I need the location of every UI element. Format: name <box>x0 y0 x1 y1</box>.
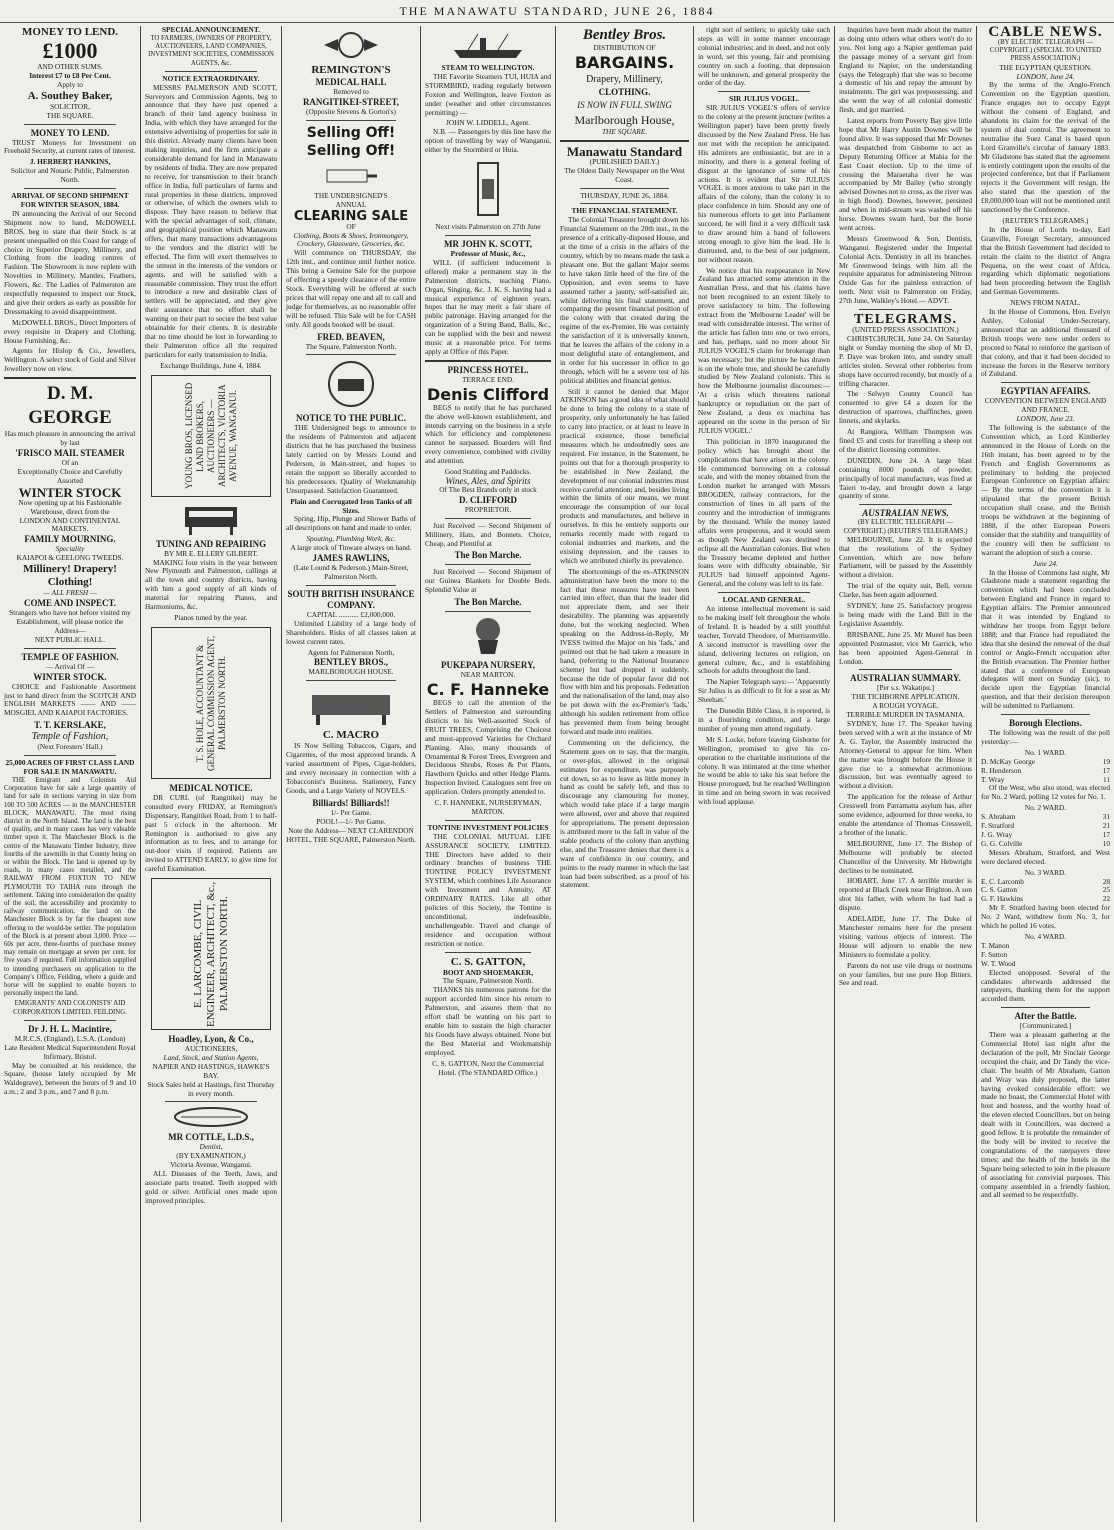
ad-text: Temple of Fashion, <box>31 731 109 743</box>
dateline: LONDON, June 23. <box>1016 414 1075 424</box>
plant-pot-icon <box>458 616 518 656</box>
ad-text: Victoria Avenue, Wanganui. <box>170 1160 252 1170</box>
ad-text: MARLBOROUGH HOUSE. <box>308 667 394 677</box>
ad-text: Of The Best Brands only in stock <box>439 484 537 494</box>
ad-text: The Square, Palmerston North. <box>305 341 397 351</box>
article-body: MELBOURNE, June 22. It is expected that the resolutions of the Sydney Convention, which are now before Parliament, will be passed by the Assembly without a division. <box>839 534 972 580</box>
ad-text: C. S. GATTON, Next the Commercial Hotel. (The STANDARD Office.) <box>432 1058 544 1077</box>
ad-body: THANKS his numerous patrons for the support accorded him since his return to Palmerston, and assures them that no effort shall be wanting on his part to enable him to sustain the high character his Goods have always obtained. None but the Best Material and Workmanship employed. <box>425 985 551 1057</box>
ad-body: BEGS to call the attention of the Settlers of Palmerston and surrounding districts to his Well-assorted Stock of FRUIT TREES, Comprising the Choicest and most-approved Varieties for Orchard Planting. Also, many thousands of Ornamental & Forest Trees, Evergreen and Deciduous Shrubs, Roses & Pot Plants, Hawthorn Quicks and other Hedge Plants. Inspection Invited. Catalogues sent free on application. Orders promptly attended to. <box>425 698 551 797</box>
article-body: In the House of Commons, Hon. Evelyn Ashley, Colonial Under-Secretary, announced that an additional thousand of British troops were now under orders to proceed to Natal to reinforce the garrison of that colony, and that it had been decided to increase the forces in the Reserve territory of Zululand. <box>981 307 1110 379</box>
article-body: Messrs Abraham, Stratford, and West were declared elected. <box>981 847 1110 866</box>
article-body: ADELAIDE, June 17. The Duke of Manchester remains here for the present visiting various objects of interest. The House will adjourn to enable the new Ministers to formulate a policy. <box>839 914 972 959</box>
column-1 <box>0 26 140 1522</box>
article-title: Borough Elections. <box>1009 718 1082 729</box>
ad-text: Apply to <box>57 79 83 89</box>
ad-text: Good Stabling and Paddocks. <box>444 467 532 477</box>
ad-text: 1/- Per Game. <box>330 807 372 817</box>
article-body: DUNEDIN, June 24. A large blast containing 8000 pounds of powder, principally of local manufacture, was fired at Taieri to-day, and brought down a large quantity of stone. <box>839 455 972 501</box>
ad-text: The Bon Marche. <box>454 550 522 561</box>
ad-text: (Late Lound & Pederson.) Main-Street, Palmerston North. <box>293 563 409 581</box>
candidate-name: F. Stratford <box>981 821 1015 831</box>
ad-amount: £1000 <box>42 38 98 63</box>
ad-title: REMINGTON'S <box>311 64 391 76</box>
ad-text: EMIGRANTS' AND COLONISTS' AID CORPORATION LIMITED. FEILDING. <box>13 1000 127 1016</box>
article-body: Mr S. Locke, before leaving Gisborne for Wellington, promised to give his co-operation to the charitable institutions of the colony. It was intimated at the time whether he would be able to take his seat before the House prorogued, but he reached Wellington in time and on being sworn in was received with loud applause. <box>698 734 830 807</box>
candidate-votes: 22 <box>1102 894 1110 904</box>
candidate-votes: 10 <box>1102 838 1110 848</box>
ad-text: Assorted <box>57 475 83 485</box>
candidate-votes: 28 <box>1102 876 1110 886</box>
ad-title: NOTICE TO THE PUBLIC. <box>295 413 407 424</box>
ad-text: Agents for Palmerston North, <box>307 647 395 657</box>
article-body: SYDNEY, June 17. The Speaker having been served with a writ at the instance of Mr A. G. Taylor, the Assembly instructed the Attorney-General to appear for him. When the matter was brought before the House it gave rise to a somewhat acrimonious discussion, but was eventually agreed to without a division. <box>839 719 972 791</box>
ward-results <box>981 813 1110 849</box>
ward-results <box>981 942 1110 969</box>
article-body: CHRISTCHURCH, June 24. On Saturday night or Sunday morning the shop of Mr D. P. Daye was broken into, and sundry small articles stolen. Several other robberies from shops have occurred recently, but mostly of a trifling character. <box>839 334 972 388</box>
ad-body: Just Received — Second Shipment of Millinery, Hats, and Bonnets. Choice, Cheap, and Plentiful at <box>425 520 551 548</box>
ad-text: CLOTHING. <box>598 86 651 97</box>
paper-subtitle: (PUBLISHED DAILY.) <box>589 156 660 166</box>
ad-text: Has much pleasure in announcing the arrival by last <box>4 429 136 448</box>
column-2 <box>141 26 281 1522</box>
article-title: AUSTRALIAN NEWS. <box>862 508 949 519</box>
article-title: SIR JULIUS VOGEL. <box>729 94 799 104</box>
ad-name: C. F. Hanneke <box>426 680 550 700</box>
ad-name: C. S. GATTON, <box>450 955 526 968</box>
candidate-name: S. Abraham <box>981 812 1016 822</box>
article-title: TELEGRAMS. <box>854 312 957 328</box>
ad-title: TEMPLE OF FASHION. <box>21 651 119 662</box>
article-title: THE FINANCIAL STATEMENT. <box>571 206 678 216</box>
ad-text: 'FRISCO MAIL STEAMER <box>15 448 125 458</box>
ad-title: STEAM TO WELLINGTON. <box>441 63 535 72</box>
ad-text: E. LARCOMBE, CIVIL ENGINEER, ARCHITECT, &c., PALMERSTON NORTH. <box>191 881 230 1027</box>
ad-body: May be consulted at his residence, the Square, (house lately occupied by Mr Waldegrave), between the hours of 9 and 10 a.m.; 2 and 3 p.m., and 7 and 8 p.m. <box>4 1060 136 1097</box>
ad-text: PROPRIETOR. <box>464 504 512 514</box>
article-body: SIR JULIUS VOGEL'S offers of service to the colony at the present juncture (writes a Wellington paper) have been pretty freely discussed by the New Zealand Press. He has not met with the reception he anticipated. His admirers are enthusiastic, but are in a minority, and there is a general feeling of disgust at the ignorance of some of his actions. It is evident that Sir JULIUS VOGEL is more anxious to take part in the affairs of the colony, than the colony is to place confidence in him. Should any one of his numerous efforts to get into Parliament succeed, he will find it a very difficult task to draw around him a band of followers strong enough to give him the lead. He is distrusted, and, to the best of our judgment, not without reason. <box>698 103 830 264</box>
paper-date: THURSDAY, JUNE 26, 1884. <box>580 190 669 200</box>
candidate-name: F. Sutton <box>981 949 1008 959</box>
ad-text: Plain and Corrugated Iron Tanks of all Sizes. <box>290 496 412 515</box>
ad-text: Marlborough House, <box>574 112 675 127</box>
ad-title: MONEY TO LEND. <box>21 26 119 38</box>
ad-text: Clothing, Boots & Shoes, Ironmongery, Crockery, Glassware, Groceries, &c. <box>293 230 409 249</box>
ad-text: DISTRIBUTION OF <box>593 43 656 52</box>
article-body: Messrs Greenwood & Son, Dentists, Wanganui. Registered under the Imperial Colonial Acts. Dentistry in all its branches. Mr Greenwood brings with him all the requisite apparatus for administering Nitrous Oxide Gas for the painless extraction of teeth. Next visit to Palmerston on Friday, 27th June, Walkley's Hotel.— ADVT. <box>839 233 972 306</box>
candidate-name: C. S. Gatton <box>981 885 1018 895</box>
ad-text: BARGAINS. <box>574 52 675 72</box>
ad-text: Wines, Ales, and Spirits <box>445 476 531 486</box>
ward-results <box>981 878 1110 905</box>
ad-text: BY MR E. ELLERY GILBERT. <box>164 548 258 558</box>
article-body: MELBOURNE, June 17. The Bishop of Melbourne will probably be elected Chancellor of the University. Mr Hebwright declines to be nominated. <box>839 838 972 875</box>
ad-text: YOUNG BROS, LICENSED LAND BROKERS, AUCTIONEERS — ARCHITECTS, VICTORIA AVENUE, WANGANUI. <box>183 382 238 489</box>
ad-text: IS NOW IN FULL SWING <box>577 99 672 110</box>
ad-text: SOLICITOR, <box>50 101 90 111</box>
candidate-name: J. G. Wray <box>981 830 1013 840</box>
ad-title: Bentley Bros. <box>582 27 667 43</box>
column-6 <box>694 26 834 1522</box>
candidate-votes: 31 <box>1102 812 1110 822</box>
ad-text: — ALL FRESH — <box>43 588 97 598</box>
piano-icon <box>181 501 241 535</box>
article-body: Of the West, who also stood, was elected for No. 2 Ward, polling 12 votes for No. 1. <box>981 783 1110 802</box>
article-body: Parents do not use vile drugs or nostrums on your families, but use pure Hop Bitters. See and read. <box>839 960 972 988</box>
ad-text: Billiards! Billiards!! <box>312 797 390 808</box>
ad-name: A. Southey Baker, <box>27 89 113 102</box>
ad-body: THE Emigrant and Colonists Aid Corporation have for sale a large quantity of land for sale in sections varying in size from 100 TO 500 ACRES — in the MANCHESTER BLOCK, MANAWATU. The most rising district in the North Island. The land is the best of quality, and in many cases has very valuable timber upon it. The Manchester Block is the centre of the Manawatu Timber Industry, three fourths of the sawmills in that County being on or within the Block. The land is opened up by roads, in many cases metalled, and the RAILWAY FROM FOXTON TO NEW PLYMOUTH TO TAIHA runs through the settlement. Taking into consideration the quality of the soil, the accessibility and proximity to railway communication, the land on the Manchester Block is by far the cheapest now offering to the would-be settler. The population of the Block is at present about 3,000. Price — 60s per acre, three-fourths of purchase money may remain on mortgage at seven per cent. for five years if required. Full information supplied to intending purchasers on application to the Company's Office, Feilding, where a guide and horse will be supplied to enable buyers to personally inspect the land. <box>4 776 136 998</box>
column-4 <box>421 26 555 1522</box>
article-body: The application for the release of Arthur Cresswell from Parramatta asylum has, after some evidence, adjourned for three weeks, to enable the attendance of Thomas Cresswell, a brother of the lunatic. <box>839 792 972 837</box>
dateline: June 24. <box>1033 558 1058 568</box>
ad-text: (Opposite Stevens & Gorton's) <box>306 106 396 116</box>
ad-body: IS Now Selling Tobaccos, Cigars, and Cigarettes, of the most approved brands. A varied assortment of Pipes, Cigar-holders, and every necessary in connection with a Tobacconist's Business. Stationery, Fancy Goods, and a Large Variety of NOVELS. <box>286 741 416 795</box>
article-body: Still it cannot be denied that Major ATKINSON has a good idea of what should be done to bring the colony to a state of prosperity, only unfortunately he has failed to carry into practice, or at least to leave in practical existence, those beneficial measures which he undoubtedly sees are required. For instance, in the Statement, he points out that for a thorough prosperity to be established in New Zealand, the development of our colonial industries must receive careful attention; and, besides living within the limits of our means, we must encourage the consumption of our local products and manufactures, and believe in ourselves. In this he entirely supports our remarks recently made with regard to colonial industries and markets, and the existing depression, and the causes to which we attributed chiefly its prevalence. <box>560 386 689 565</box>
ad-title: Hoadley, Lyon, & Co., <box>168 1034 254 1045</box>
ad-body: Spring, Hip, Plunge and Shower Baths of all descriptions on hand and made to order. <box>286 514 416 533</box>
ward-heading: No. 4 WARD. <box>1024 931 1067 941</box>
ad-text: Land, Stock, and Station Agents, <box>163 1052 259 1062</box>
ad-text: Interest £7 to £8 Per Cent. <box>29 70 111 80</box>
ad-body: Unlimited Liability of a large body of Shareholders. Risks of all classes taken at lowest current rates. <box>286 618 416 646</box>
ad-text: CAPITAL ........... £2,000,000. <box>306 609 396 619</box>
article-body: right sort of settlers; to quickly take such steps as will in some manner encourage colonial industries; and in deed, and not only in word, set this young, fair and promising country on such a footing, that depression will be unknown, and general prosperity the order of the day. <box>698 26 830 88</box>
ad-text: NEAR MARTON. <box>460 670 516 680</box>
ad-name: FRED. BEAVEN, <box>317 331 385 342</box>
article-subtitle: (UNITED PRESS ASSOCIATION.) <box>852 325 959 335</box>
candidate-votes: 17 <box>1102 830 1110 840</box>
ad-text: OF <box>346 221 356 231</box>
paper-title: Manawatu Standard <box>566 143 683 159</box>
ad-body: Will commence on THURSDAY, the 12th inst., and continue until further notice. This being a Genuine Sale for the purpose of effecting a speedy clearance of the entire Stock. Everything will be offered at such prices that will repay one and all to call and judge for themselves, as no reasonable offer will be refused. This Sale will be for CASH only. All goods booked will be usual. <box>286 248 416 329</box>
ward-heading: No. 3 WARD. <box>1024 867 1067 877</box>
ad-text: Removed to <box>333 87 369 96</box>
ad-body: Agents for Hislop & Co., Jewellers, Wellington. A select stock of Gold and Silver Jewellery now on view. <box>4 346 136 374</box>
ad-text: COME AND INSPECT. <box>23 598 117 609</box>
article-body: HOBART, June 17. A terrible murder is reported at Black Creek near Brighton. A son shot his father, with whom he had had a dispute. <box>839 876 972 913</box>
candidate-name: T. Manon <box>981 940 1010 950</box>
ad-box-rotated <box>151 375 271 497</box>
article-subtitle: (BY ELECTRIC TELEGRAPH — COPYRIGHT.) (SPECIAL TO UNITED PRESS ASSOCIATION.) <box>989 39 1102 63</box>
ad-title: TONTINE INVESTMENT POLICIES <box>427 822 549 832</box>
ad-title: 25,000 ACRES OF FIRST CLASS LAND FOR SALE IN MANAWATU. <box>5 758 135 777</box>
article-subtitle: THE TICHBORNE APPLICATION. <box>851 692 960 702</box>
candidate-votes: 11 <box>1102 774 1110 784</box>
article-body: The following is the substance of the Convention which, as Lord Kimberley announced in the House of Lords on the 16th instant, has been agreed to by the French and English Governments as preliminary to holding the projected European Conference on Egyptian affairs:— By the terms of the convention it is stipulated that the present British occupation shall cease, and the British troops be withdrawn at the beginning of 1888, if the other European Powers consider that the stability and tranquillity of the country will then be sufficient to warrant the adoption of such a course. <box>981 423 1110 557</box>
ad-text: M.R.C.S. (England), L.S.A. (London) <box>14 1033 126 1043</box>
paper-subtitle: The Oldest Daily Newspaper on the West Coast. <box>564 165 685 184</box>
ad-text: Of an <box>61 458 79 467</box>
ad-title: PUKEPAPA NURSERY, <box>440 660 536 671</box>
article-title: CABLE NEWS. <box>988 26 1103 40</box>
article-subtitle: [Per s.s. Wakatipu.] <box>876 683 935 693</box>
column-3 <box>282 26 420 1522</box>
masthead: THE MANAWATU STANDARD, JUNE 26, 1884 <box>0 0 1114 23</box>
ad-box-rotated <box>151 627 271 779</box>
article-body: The Dunedin Bible Class, it is reported, is in a flourishing condition, and a large number of young men attend regularly. <box>698 706 830 733</box>
candidate-name: G. G. Colville <box>981 838 1023 848</box>
ad-name: D. CLIFFORD <box>459 494 517 505</box>
ad-text: Strangers who have not before visited my Establishment, will please notice the Address— <box>9 608 131 635</box>
ad-text: Exceptionally Choice and Carefully <box>17 466 123 476</box>
ad-body: THE Undersigned begs to announce to the residents of Palmerston and adjacent districts that he has purchased the business lately carried on by Messrs Lound and Pederson, in Main-street, and hopes to retain the support so liberally accorded to his predecessors. Quality of Workmanship Unsurpassed. Satisfaction Guaranteed. <box>286 423 416 495</box>
ad-text: KAIAPOI & GEELONG TWEEDS. <box>16 553 124 563</box>
ad-text: Now opening up at his Fashionable Warehouse, direct from the <box>18 497 122 516</box>
candidate-votes: 19 <box>1102 756 1110 766</box>
article-subtitle: A ROUGH VOYAGE. <box>872 701 939 711</box>
ad-text: WINTER STOCK <box>18 484 122 500</box>
ad-text: The Square, Palmerston North. <box>442 976 534 986</box>
ad-text: C. F. HANNEKE, NURSERYMAN, MARTON. <box>434 798 542 816</box>
ad-title: NOTICE EXTRAORDINARY. <box>162 73 260 83</box>
ad-text: Next visits Palmerston on 27th June <box>435 222 541 232</box>
candidate-name: T. Wray <box>981 774 1005 784</box>
ad-text: Professor of Music, &c., <box>450 248 526 258</box>
ad-text: AUCTIONEERS, <box>184 1044 238 1054</box>
ad-text: MEDICAL HALL <box>315 77 387 87</box>
ad-text: Exchange Buildings, June 4, 1884. <box>160 360 262 370</box>
ad-text: Spouting, Plumbing Work, &c. <box>306 534 396 544</box>
article-body: The trial of the equity suit, Bell, versus Clarke, has been again adjourned. <box>839 581 972 600</box>
candidate-name: W. T. Wood <box>981 958 1016 968</box>
ad-body: IN announcing the Arrival of our Second Shipment now to hand, McDOWELL BROS. beg to state that their Stock is at present unequalled on this Coast for range of choice in Superior Drapery, Millinery, and Clothing from the leading centres of Fashion. The Showroom is now replete with Novelties in Millinery, Mantles, Feathers, Flowers, &c. The Ladies of Palmerston are respectfully requested to inspect our Stock, and give their orders as early as possible for Dressmaking to avoid disappointment. <box>4 208 136 316</box>
article-body: In the House of Commons last night, Mr Gladstone made a statement regarding the convention which had been concluded between England and France in regard to Egyptian affairs. The Premier announced that it was intended by England to withdraw her troops from Egypt before 1888; and that France had repudiated the idea that she desired the renewal of the dual control or Anglo-French occupation after the British evacuation. The Premier further stated that a conference of European delegates will meet on Sunday (sic), to decide upon the Egyptian financial question, and that their decision thereupon will be submitted to Parliament. <box>981 567 1110 711</box>
ad-text: NAPIER AND HASTINGS, HAWKE'S BAY. <box>152 1061 270 1080</box>
column-8 <box>977 26 1114 1522</box>
ad-text: BOOT AND SHOEMAKER, <box>442 967 534 977</box>
ad-text: Dentist, <box>199 1142 223 1152</box>
ad-name: J. HERBERT HANKINS, <box>29 157 111 167</box>
ad-title: SPECIAL ANNOUNCEMENT. <box>162 26 260 34</box>
dateline: LONDON, June 24. <box>1016 71 1075 81</box>
ad-text: CLEARING SALE <box>293 208 409 224</box>
ad-text: — Arrival Of — <box>45 661 95 671</box>
ward-heading: No. 2 WARD. <box>1024 803 1067 813</box>
ad-text: TERRACE END. <box>462 374 514 384</box>
article-body: This politician in 1870 inaugurated the policy which has brought about the complications that have arisen in the colony. He commenced borrowing on a colossal scale, and with the money obtained from the London market he arranged with Messrs BROGDEN, railway contractors, for the construction of lines in all parts of the country and the introduction of immigrants by the thousand. While the money lasted affairs were prosperous, and it would seem as though New Zealand was destined to eclipse all the Australian colonies. But when the Treasury became depleted and further loans were with difficulty obtainable, Sir JULIUS had himself appointed Agent-General, and the colony was left to its fate. <box>698 436 830 589</box>
ad-text: TO FARMERS, OWNERS OF PROPERTY, AUCTIONEERS, LAND COMPANIES, INVESTMENT SOCIETIES, COMMISSION AGENTS, &c. <box>148 34 274 67</box>
ad-title: ARRIVAL OF SECOND SHIPMENT FOR WINTER SEASON, 1884. <box>11 191 129 209</box>
article-title: LOCAL AND GENERAL. <box>722 595 806 605</box>
ad-title: Dr J. H. L. Macintire, <box>28 1023 112 1034</box>
ward-heading: No. 1 WARD. <box>1024 747 1067 757</box>
column-7 <box>835 26 976 1522</box>
ad-text: RANGITIKEI-STREET, <box>302 96 400 107</box>
billiard-table-icon <box>306 685 396 725</box>
article-body: The Colonial Treasurer brought down his Financial Statement on the 20th inst., in the presence of a critically-disposed House, and at the time of a crisis in the affairs of the country, which by no means made the task a pleasant one. But the gallant Major seems to have taken little heed of the fire of the Opposition, and even seems to have assumed rather a jaunty, self-satisfied air, whilst delivering his final statement, and comparing the present financial position of the colony with that created during the regime of the ex-Premier. He was certainly the satisfaction of it is universally known, that he leaves the affairs of the colony in a most delightful state of entanglement, and in order for his successor in office to go through, which will be a severe test of his political abilities and financial genius. <box>560 215 690 385</box>
article-subtitle: THE EGYPTIAN QUESTION. <box>999 62 1092 72</box>
ad-text: ANNUAL <box>335 199 367 209</box>
ad-body: DR CURL (of Rangitikei) may be consulted every FRIDAY, at Remington's Dispensary, Rangitikei Road, from 1 to half-past 5 o'clock in the afternoon. Mr Remington is authorised to give any information as to fees, and to arrange for out-door visits if required. Patients are invited to ATTEND EARLY, to give time for careful Examination. <box>145 792 277 874</box>
ad-text: The Bon Marche. <box>454 597 522 608</box>
article-subtitle: [Communicated.] <box>1019 1021 1072 1031</box>
article-subtitle: NEWS FROM NATAL. <box>1010 298 1081 308</box>
ad-title: SOUTH BRITISH INSURANCE COMPANY. <box>287 588 415 610</box>
teeth-icon <box>171 1106 251 1128</box>
ad-body: McDOWELL BROS., Direct Importers of every requisite in Drapery and Clothing, House Furnishing, &c. <box>4 317 136 345</box>
article-title: EGYPTIAN AFFAIRS. <box>1000 386 1091 397</box>
article-body: BRISBANE, June 25. Mr Mueel has been appointed Postmaster, vice Mr Garrick, who has been appointed Agent-General in London. <box>839 629 972 666</box>
ad-title: MONEY TO LEND. <box>30 127 110 138</box>
column-5 <box>556 26 693 1522</box>
ad-body: THE Favorite Steamers TUI, HUIA and STORMBIRD, trading regularly between Foxton and Wellington, leave Foxton as under (weather and other circumstances permitting) — <box>425 71 551 117</box>
article-subtitle: (REUTER'S TELEGRAMS.) <box>1002 216 1089 226</box>
ad-name: BENTLEY BROS., <box>314 657 388 668</box>
ad-name: Denis Clifford <box>426 384 550 404</box>
ad-body: Just Received — Second Shipment of our Guinea Blankets for Double Beds. Splendid Value at <box>425 567 551 595</box>
bottle-icon <box>448 159 528 219</box>
article-body: Commenting on the deficiency, the Statement goes on to say, that the margin, or over-plus, allowed in the original estimates for expenditure, was purposely cut down, so as to leave as little money in hand as could be safely left, and thus to discourage any clamouring for money, which would take place if a large margin were allowed, over and above that required for appropriations. The present depression is attributed more to the fall in value of the stable products of the colony than anything else, and the Treasurer denies that there is a want of confidence in our country, and points to the ready manner in which the last loan had been subscribed, as a proof of his statement. <box>560 737 689 890</box>
ad-text: Solicitor and Notaric Public, Palmerston North. <box>10 166 130 185</box>
article-title: After the Battle. <box>1014 1011 1077 1022</box>
ad-body: BEGS to notify that he has purchased the above well-known establishment, and intends carrying on the business in a style which for efficiency and completeness cannot be surpassed. Boarders will find every convenience, combined with civility and attention. <box>425 402 551 466</box>
ad-text: Speciality <box>55 544 85 554</box>
article-body: Latest reports from Poverty Bay give little hope that Mr Harry Austin Downes will be found alive. It was supposed that Mr Downes was despatched from Gisborne to act as Deputy Returning Officer at Mahia for the East Coast election. Up to the time of crossing the Maraetaha river he was accompanied by Mr Bailey (who strongly advised Downes not to cross, as the river was in high flood). Downes, however, persisted and when in mid-stream was washed off his horse. Downes swam hard, but the horse went across. <box>839 116 972 232</box>
ad-text: (BY EXAMINATION,) <box>176 1151 246 1161</box>
ward-results <box>981 758 1110 785</box>
ad-body: MAKING four visits in the year between New Plymouth and Palmerston, callings at all the town and country districts, having with him a good supply of all kinds of material for repairing Pianos, and Harmoniums, &c. <box>145 557 277 612</box>
ad-text: (Next Foresters' Hall.) <box>37 742 103 752</box>
ad-text: NEXT PUBLIC HALL. <box>34 634 106 644</box>
article-body: At Rangiora, William Thompson was fined £5 and costs for travelling a sheep out of the district licensing committee. <box>839 427 972 454</box>
ad-text: THE SQUARE. <box>602 126 647 136</box>
ad-body: ALL Diseases of the Teeth, Jaws, and associate parts treated. Teeth stopped with gold or silver. Artificial ones made upon improved principles. <box>145 1169 277 1205</box>
article-body: We notice that his reappearance in New Zealand has attracted some attention in the Australian Press, and that his claims have not been recognised to an extent likely to prove satisfactory to him. The following extract from the 'Melbourne Leader' will be read with considerable interest. The writer of the article has fallen into one or two errors, and has, perhaps, said no more about Sir JULIUS VOGEL'S claim for brokerage than was necessary; but the picture he has drawn is on the whole true, and should be carefully studied by New Zealand colonists. This is how the Melbourne journalist discourses:— 'At a crisis which threatens national bankruptcy or repudiation on the part of New Zealand, a deus ex machina has appeared on the scene in the person of Sir JULIUS VOGEL.' <box>698 265 830 435</box>
ad-text: Note the Address— NEXT CLARENDON HOTEL, THE SQUARE, Palmerston North. <box>286 825 416 844</box>
ad-text: FAMILY MOURNING. <box>24 534 116 545</box>
ad-body: CHOICE and Fashionable Assortment just to hand direct from the SCOTCH AND ENGLISH MARKETS —— AND —— MOSGIEL AND KAIAPOI FACTORIES. <box>4 681 136 718</box>
article-body: The following was the result of the poll yesterday:— <box>981 728 1110 746</box>
ad-text: Drapery, Millinery, <box>586 73 663 85</box>
ad-title: Selling Off! Selling Off! <box>306 124 396 159</box>
ad-title: MR JOHN K. SCOTT, <box>443 238 533 249</box>
candidate-name: E. C. Larcomb <box>981 876 1024 886</box>
ad-body: MESSRS PALMERSON AND SCOTT, Surveyors and Commission Agents, beg to announce that they have just opened a branch of their land agency business in India, with which they have arranged for the extensive advertising of properties for sale in this district. Already many clients have been making inquiries, and the firm anticipate a considerable demand for land in Manawatu by residents of India. They are now prepared to receive, for transmission to their branch office in India, full particulars of farms and rural properties in these districts, improved or otherwise, of which the owners wish to dispose. They have reason to believe that with the special advantages of soil, climate, and geographical position which Manawatu offers, that many transactions advantageous to the vendors and the district will be effected. The firm will exert themselves to the utmost in the interests of the vendors or agents, and will be satisfied with a reasonable commission. They trust the effort to introduce a new and desirable class of settlers will be appreciated, and they give their assurance that no effort shall be wanting on their part to secure the best value obtainable for their clients. It is desirable that no time should be lost in forwarding to their Palmerston office all the required particulars for early transmission to India. <box>145 82 277 359</box>
candidate-name: D. McKay George <box>981 756 1035 766</box>
ad-text: A large stock of Tinware always on hand. <box>290 543 412 553</box>
ad-body: TRUST Moneys for Investment on Freehold Security, at current rates of interest. <box>4 137 136 156</box>
bath-tub-icon <box>326 359 376 409</box>
article-title: AUSTRALIAN SUMMARY. <box>850 673 961 684</box>
ad-body: THE COLONIAL MUTUAL LIFE ASSURANCE SOCIETY, LIMITED. THE Directors have added to their ordinary branches of business THE TONTINE POLICY INVESTMENT SYSTEM, which combines Life Assurance with Investment and Annuity, AT ORDINARY RATES. Like all other policies of this Society, the Tontine is unconditional, indefeasible, unchallengeable. Travel and change of residence and occupation without restriction or notice. <box>425 831 551 948</box>
steamship-icon <box>448 30 528 60</box>
ad-text: AND OTHER SUMS. <box>37 62 103 71</box>
ad-text: Late Resident Medical Superintendent Royal Infirmary, Bristol. <box>4 1042 136 1061</box>
article-body: Elected unopposed. Several of the candidates afterwards addressed the ratepayers, thanking them for the support accorded them. <box>981 967 1110 1004</box>
ad-title: TUNING AND REPAIRING <box>155 538 267 549</box>
ad-text: THE UNDERSIGNED'S <box>314 190 388 200</box>
candidate-votes: 25 <box>1102 885 1110 895</box>
article-body: There was a pleasant gathering at the Commercial Hotel last night after the declaration of the poll, Mr Sinclair George occupied the chair, and Dr Tandy the vice-chair. The health of Mr Abraham, Gatton and Wray was duly proposed, the latter having evoked considerable effort: we made no boast, the Commercial Hotel with host and hostess, and the worthy head of the eleven elected Councillors, but on being dealt with in Councillors, was decreed a good fellow. It is probable the remainder of the body will be invited to receive the congratulations of the ratepayers three times; and the health of the hotels in the Square being selected to join in the pleasure of associating for convivial purposes. This company assembled in a friendly fashion, and all seemed to be respectfully. <box>981 1030 1110 1200</box>
ad-text: POOL!—1/- Per Game. <box>316 816 386 826</box>
article-body: The Selwyn County Council has consented to give £4 a dozen for the destruction of sparrows, chaffinches, green linnets, and skylarks. <box>839 389 972 426</box>
article-body: The Napier Telegraph says:— 'Apparently Sir Julius is as difficult to fit for a seat as Mr Sheehan.' <box>698 677 830 705</box>
ad-text: Millinery! Drapery! Clothing! <box>23 563 117 589</box>
article-subtitle: (BY ELECTRIC TELEGRAPH — COPYRIGHT.) (REUTER'S TELEGRAMS.) <box>843 519 968 535</box>
article-body: An intense intellectual movement is said to be making itself felt throughout the whole of Ireland. It is headed by a still youthful teacher, Torvald Theodore, of Morrisonville. A second instructor is travelling over the island, delivering lectures on religion, on general culture, &c., and is establishing schools for adults throughout the land. <box>698 604 830 676</box>
ad-text: WINTER STOCK. <box>33 671 107 682</box>
candidate-votes: 17 <box>1102 765 1110 775</box>
ad-title: D. M. GEORGE <box>28 383 112 429</box>
ad-text: LONDON AND CONTINENTAL MARKETS. <box>19 515 121 534</box>
hand-pointer-icon <box>321 164 381 188</box>
article-body: In the House of Lords to-day, Earl Granville, Foreign Secretary, announced that the British Government had decided to retain the claim to the district of Angra Pequena, on the west coast of Africa, regarding which diplomatic negotiations had been proceeding between the English and German Governments. <box>981 224 1110 297</box>
ad-title: PRINCESS HOTEL. <box>447 364 529 375</box>
ad-text: T. S. HOLE, ACCOUNTANT & GENERAL COMMISSION AGENT, PALMERSTON NORTH. <box>194 635 227 771</box>
ad-text: Pianos tuned by the year. <box>174 612 248 622</box>
ad-body: N.B. — Passengers by this line have the option of travelling by way of Wanganui, either by the Stormbird or Huia. <box>425 127 551 155</box>
ad-name: JAMES RAWLINS, <box>312 553 390 564</box>
ad-title: MR COTTLE, L.D.S., <box>168 1132 254 1143</box>
article-body: Mr F. Stratford having been elected for No. 2 Ward, withdrew from No. 3, for which he polled 16 votes. <box>981 903 1110 931</box>
ad-text: JOHN W. LIDDELL, Agent. <box>446 118 530 128</box>
article-body: Inquiries have been made about the matter as doing unto others what others won't do to you. Not long ago a Napier gentleman paid the passage money of a servant girl from England to Napier, on the understanding (says the Telegraph) that she was to become a domestic of his and repay the amount by instalments. The girl was prepossessing, and she went the way of all colonial domestic flesh, and got married. <box>839 26 972 115</box>
ad-title: MEDICAL NOTICE. <box>169 782 253 793</box>
coat-of-arms-icon <box>316 30 386 60</box>
ad-body: WILL (if sufficient inducement is offered) make a permanent stay in the Palmerston districts, teaching Piano, Organ, Singing, &c. J. K. S. having had a musical experience of eighteen years, hopes that he may merit a fair share of public patronage. Having arranged for the organization of a String Band, Balls, &c., can be supplied with the best and newest music at a reasonable price. For terms apply at Office of this Paper. <box>425 257 551 356</box>
candidate-votes: 21 <box>1102 821 1110 831</box>
article-subtitle: TERRIBLE MURDER IN TASMANIA. <box>846 710 965 720</box>
ad-title: C. MACRO <box>322 729 380 742</box>
article-body: SYDNEY, June 25. Satisfactory progress is being made with the Land Bill in the Legislative Assembly. <box>839 601 972 628</box>
candidate-name: R. Henderson <box>981 765 1022 775</box>
ad-text: Stock Sales held at Hastings, first Thursday in every month. <box>147 1079 275 1098</box>
ad-name: T. T. KERSLAKE, <box>34 720 106 731</box>
article-body: By the terms of the Anglo-French Convention on the Egyptian question, France engages not to occupy Egypt without the consent of England, and abandons its claim for the revival of the system of dual control. The agreement to neutralise the Suez Canal is based upon Lord Granville's circular of January 1883. Mr Gladstone has stated that the agreement is entirely contingent upon the results of the projected conference, but that if Parliament rejects it the Government will resign. He also stated that the question of the £8,000,000 loan will not be mentioned until sanctioned by the Conference. <box>981 80 1110 215</box>
article-subtitle: CONVENTION BETWEEN ENGLAND AND FRANCE. <box>984 396 1107 415</box>
ad-text: THE SQUARE. <box>46 110 94 120</box>
article-body: The shortcomings of the ex-ATKINSON administration have been the more to the fact that these measures have not been carried into effect, than that the leader did not appreciate them, and see their desirability. The planning was apparently done, but the working neglected. When speaking on the Address-in-Reply, Mr IVESS twitted the Major on his 'fads,' and pointed out that he had taken a measure in hand, (referring to the National Insurance scheme) but had dropped it suddenly, because the tide of popular favor did not flow with him and his proposals. Federation and the nationalisation of the land, may also be put down with the ex-Premier's 'fads,' although his sudden retirement from office has prevented them from being brought forward and made into realities. <box>560 566 689 736</box>
ad-box-rotated <box>151 878 271 1030</box>
candidate-name: G. F. Hawkins <box>981 894 1023 904</box>
